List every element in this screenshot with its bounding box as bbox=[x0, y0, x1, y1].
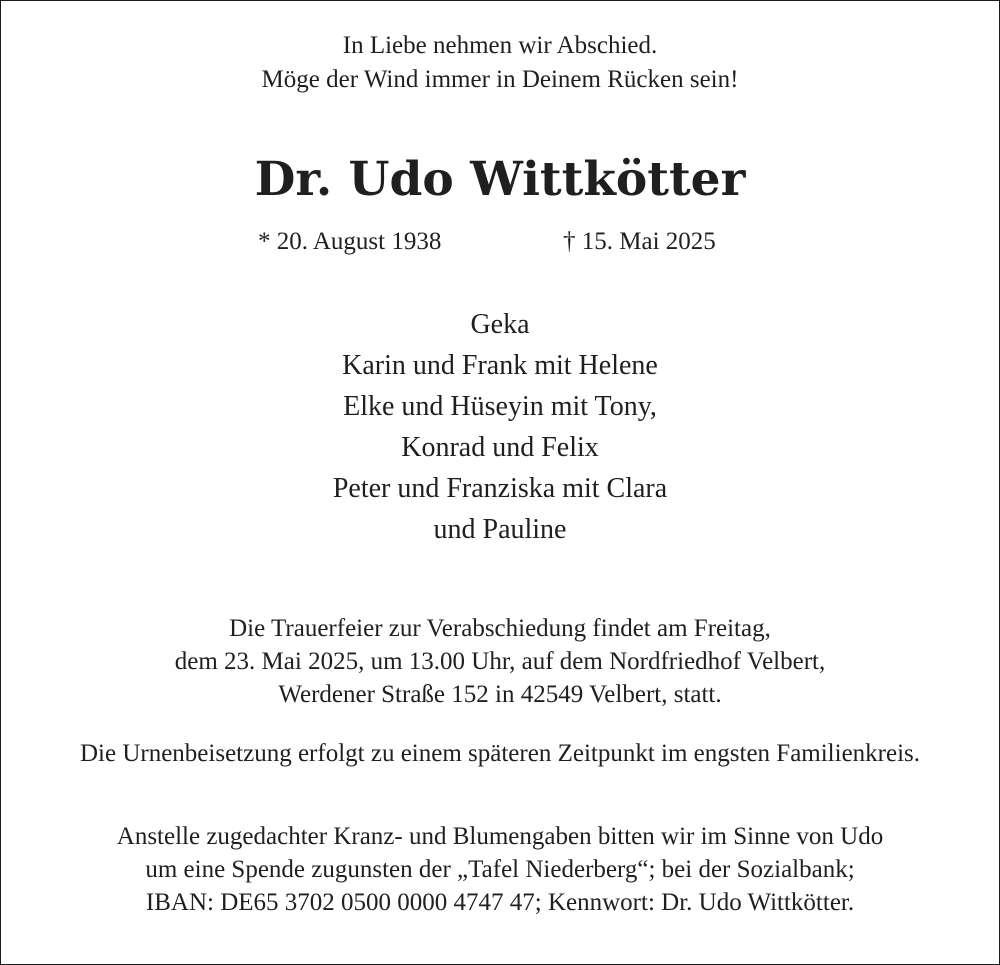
donation-line: IBAN: DE65 3702 0500 0000 4747 47; Kennwort: Dr. Udo Wittkötter. bbox=[145, 889, 855, 916]
deceased-name: Dr. Udo Wittkötter bbox=[254, 152, 746, 207]
mourner-line: Karin und Frank mit Helene bbox=[342, 350, 658, 381]
ceremony-line: Werdener Straße 152 in 42549 Velbert, statt. bbox=[278, 681, 722, 708]
mourner-line: Elke und Hüseyin mit Tony, bbox=[343, 391, 657, 422]
mourner-line: und Pauline bbox=[433, 514, 567, 545]
donation-line: Anstelle zugedachter Kranz- und Blumengaben bitten wir im Sinne von Udo bbox=[116, 823, 884, 850]
intro-line-2: Möge der Wind immer in Deinem Rücken sein! bbox=[261, 66, 739, 93]
intro-line-1: In Liebe nehmen wir Abschied. bbox=[342, 32, 658, 59]
mourner-line: Peter und Franziska mit Clara bbox=[332, 473, 668, 504]
ceremony-line: Die Trauerfeier zur Verabschiedung findet am Freitag, bbox=[229, 615, 771, 642]
death-date: † 15. Mai 2025 bbox=[563, 228, 716, 255]
donation-line: um eine Spende zugunsten der „Tafel Niederberg“; bei der Sozialbank; bbox=[145, 856, 855, 883]
ceremony-line: dem 23. Mai 2025, um 13.00 Uhr, auf dem Nordfriedhof Velbert, bbox=[174, 648, 826, 675]
birth-date: * 20. August 1938 bbox=[258, 228, 442, 255]
burial-note: Die Urnenbeisetzung erfolgt zu einem späteren Zeitpunkt im engsten Familienkreis. bbox=[79, 740, 921, 767]
mourner-line: Geka bbox=[470, 309, 530, 340]
mourner-line: Konrad und Felix bbox=[401, 432, 599, 463]
